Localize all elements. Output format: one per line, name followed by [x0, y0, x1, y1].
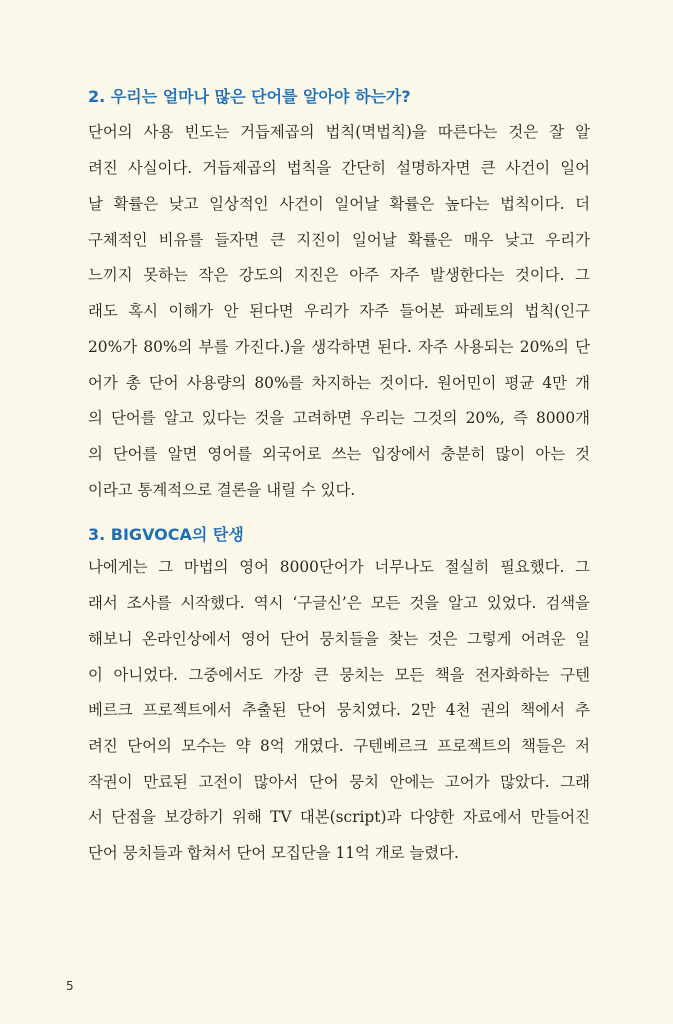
paragraph-line: 서 단점을 보강하기 위해 TV 대본(script)과 다양한 자료에서 만들어진 — [88, 808, 590, 826]
paragraph-line: 베르크 프로젝트에서 추출된 단어 뭉치였다. 2만 4천 권의 책에서 추 — [88, 701, 590, 719]
paragraph-line: 해보니 온라인상에서 영어 단어 뭉치들을 찾는 것은 그렇게 어려운 일 — [88, 630, 590, 648]
paragraph-line: 단어의 사용 빈도는 거듭제곱의 법칙(멱법칙)을 따른다는 것은 잘 알 — [88, 123, 590, 141]
section-heading-3: 3. BIGVOCA의 탄생 — [88, 525, 244, 544]
paragraph-line: 나에게는 그 마법의 영어 8000단어가 너무나도 절실히 필요했다. 그 — [88, 558, 590, 576]
paragraph-line: 래도 혹시 이해가 안 된다면 우리가 자주 들어본 파레토의 법칙(인구 — [88, 302, 590, 320]
paragraph-line: 20%가 80%의 부를 가진다.)을 생각하면 된다. 자주 사용되는 20%의 단 — [88, 338, 590, 356]
paragraph-line: 의 단어를 알면 영어를 외국어로 쓰는 입장에서 충분히 많이 아는 것 — [88, 445, 590, 463]
paragraph-line: 작권이 만료된 고전이 많아서 단어 뭉치 안에는 고어가 많았다. 그래 — [88, 773, 590, 791]
paragraph-line: 려진 단어의 모수는 약 8억 개였다. 구텐베르크 프로젝트의 책들은 저 — [88, 737, 590, 755]
paragraph-line: 단어 뭉치들과 합쳐서 단어 모집단을 11억 개로 늘렸다. — [88, 844, 459, 862]
paragraph-line: 래서 조사를 시작했다. 역시 ‘구글신’은 모든 것을 알고 있었다. 검색을 — [88, 594, 590, 612]
paragraph-line: 이 아니었다. 그중에서도 가장 큰 뭉치는 모든 책을 전자화하는 구텐 — [88, 666, 590, 684]
paragraph-line: 어가 총 단어 사용량의 80%를 차지하는 것이다. 원어민이 평균 4만 개 — [88, 374, 590, 392]
paragraph-line: 이라고 통계적으로 결론을 내릴 수 있다. — [88, 481, 356, 499]
page-number: 5 — [66, 979, 74, 993]
paragraph-line: 구체적인 비유를 들자면 큰 지진이 일어날 확률은 매우 낮고 우리가 — [88, 231, 590, 249]
section-heading-2: 2. 우리는 얼마나 많은 단어를 알아야 하는가? — [88, 87, 411, 106]
paragraph-line: 려진 사실이다. 거듭제곱의 법칙을 간단히 설명하자면 큰 사건이 일어 — [88, 159, 590, 177]
paragraph-line: 의 단어를 알고 있다는 것을 고려하면 우리는 그것의 20%, 즉 8000개 — [88, 409, 590, 427]
paragraph-line: 느끼지 못하는 작은 강도의 지진은 아주 자주 발생한다는 것이다. 그 — [88, 266, 590, 284]
paragraph-line: 날 확률은 낮고 일상적인 사건이 일어날 확률은 높다는 법칙이다. 더 — [88, 195, 590, 213]
